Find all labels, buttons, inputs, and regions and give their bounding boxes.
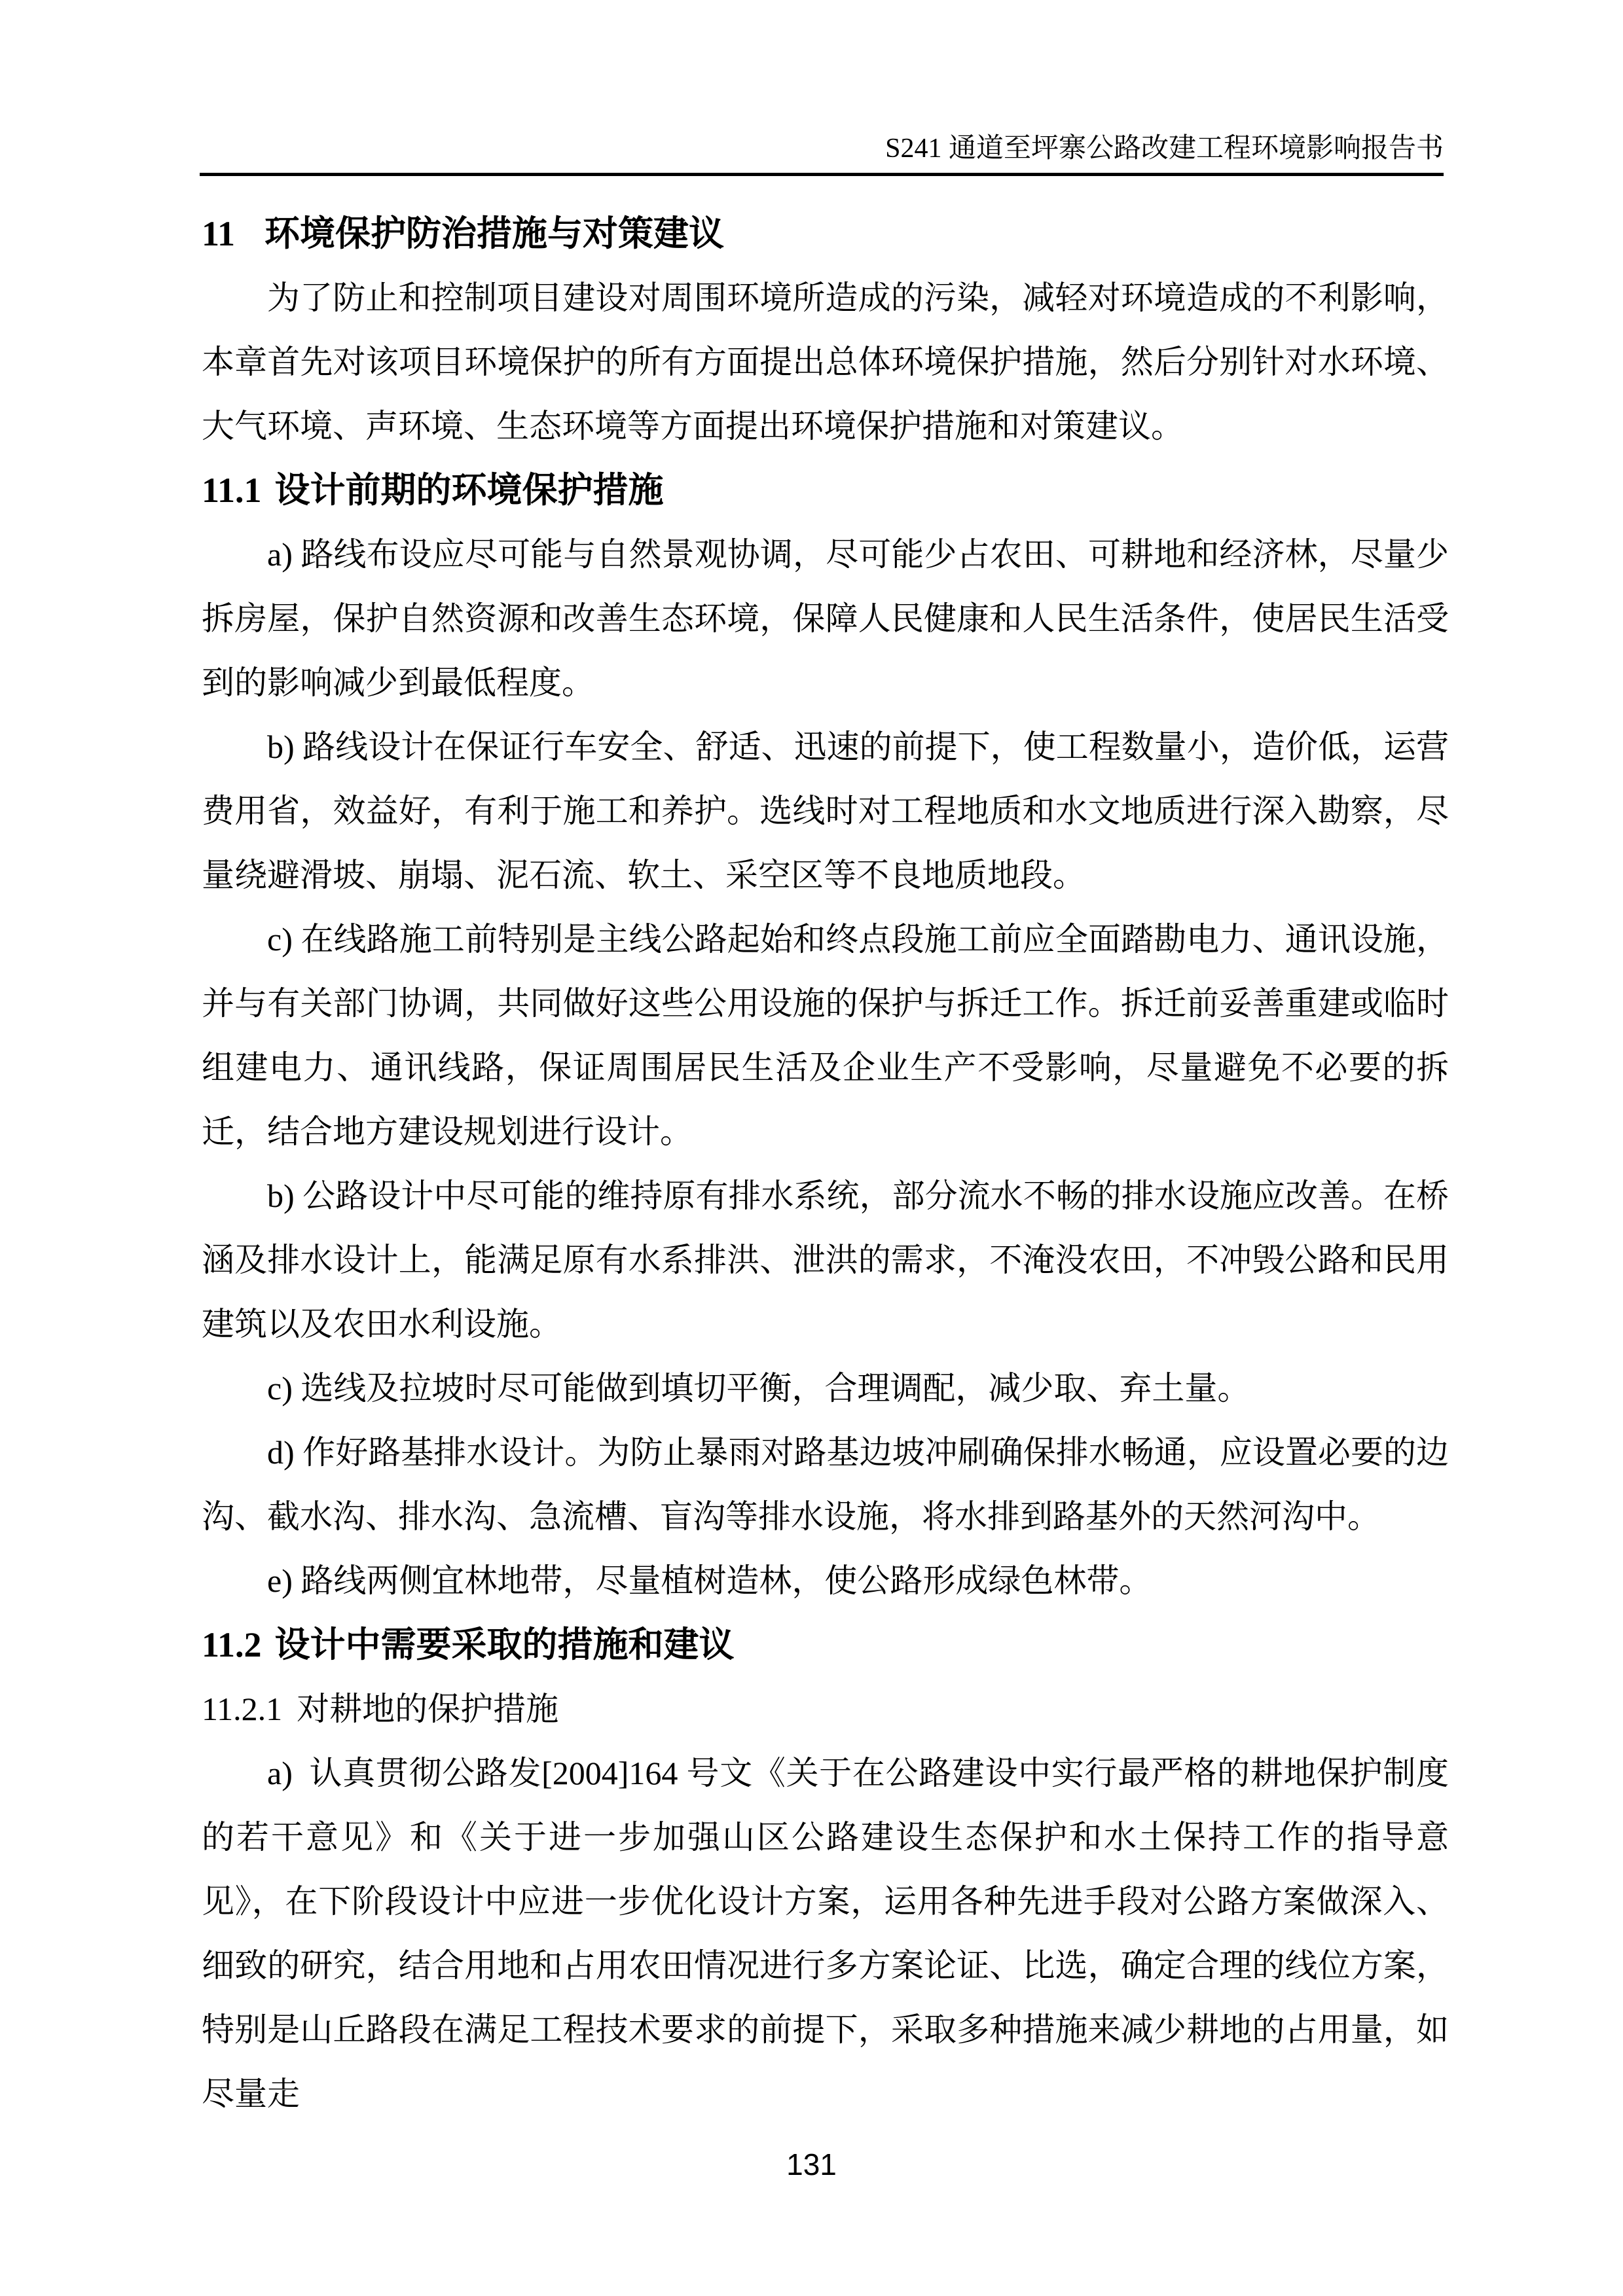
section-11-1-number: 11.1	[202, 471, 262, 510]
section-11-1-title: 设计前期的环境保护措施	[274, 471, 664, 510]
section-11-1-heading	[202, 458, 1449, 522]
chapter-intro-paragraph: 为了防止和控制项目建设对周围环境所造成的污染，减轻对环境造成的不利影响，本章首先对该项目环境保护的所有方面提出总体环境保护措施，然后分别针对水环境、大气环境、声环境、生态环境等方面提出环境保护措施和对策建议。	[202, 279, 1449, 444]
section-11-2-1-number: 11.2.1	[202, 1691, 283, 1727]
page-content	[202, 202, 1449, 2126]
page-footer	[0, 2148, 1623, 2181]
chapter-heading	[202, 202, 1449, 266]
section-11-2-1-title: 对耕地的保护措施	[297, 1691, 559, 1727]
section-11-2-number: 11.2	[202, 1625, 262, 1664]
chapter-number: 11	[202, 214, 236, 253]
list-item-c2: c) 选线及拉坡时尽可能做到填切平衡，合理调配，减少取、弃土量。	[267, 1370, 1250, 1407]
chapter-title: 环境保护防治措施与对策建议	[264, 214, 725, 253]
list-item-b: b) 路线设计在保证行车安全、舒适、迅速的前提下，使工程数量小，造价低，运营费用省，效益好，有利于施工和养护。选线时对工程地质和水文地质进行深入勘察，尽量绕避滑坡、崩塌、泥石流、软土、采空区等不良地质地段。	[202, 728, 1449, 893]
page-number: 131	[786, 2147, 837, 2181]
section-11-2-title: 设计中需要采取的措施和建议	[274, 1625, 735, 1664]
page-header	[200, 132, 1444, 176]
section-11-2-heading	[202, 1613, 1449, 1677]
list-item-a-farmland: a) 认真贯彻公路发[2004]164 号文《关于在公路建设中实行最严格的耕地保护制度的若干意见》和《关于进一步加强山区公路建设生态保护和水土保持工作的指导意见》，在下阶段设计中应进一步优化设计方案，运用各种先进手段对公路方案做深入、细致的研究，结合用地和占用农田情况进行多方案论证、比选，确定合理的线位方案，特别是山丘路段在满足工程技术要求的前提下，采取多种措施来减少耕地的占用量，如尽量走	[202, 1755, 1449, 2112]
report-title: S241 通道至坪寨公路改建工程环境影响报告书	[885, 134, 1444, 164]
list-item-d: d) 作好路基排水设计。为防止暴雨对路基边坡冲刷确保排水畅通，应设置必要的边沟、截水沟、排水沟、急流槽、盲沟等排水设施，将水排到路基外的天然河沟中。	[202, 1434, 1449, 1535]
section-11-2-1-heading	[202, 1677, 1449, 1741]
list-item-b2: b) 公路设计中尽可能的维持原有排水系统，部分流水不畅的排水设施应改善。在桥涵及排水设计上，能满足原有水系排洪、泄洪的需求，不淹没农田，不冲毁公路和民用建筑以及农田水利设施。	[202, 1177, 1449, 1342]
list-item-c: c) 在线路施工前特别是主线公路起始和终点段施工前应全面踏勘电力、通讯设施，并与有关部门协调，共同做好这些公用设施的保护与拆迁工作。拆迁前妥善重建或临时组建电力、通讯线路，保证周围居民生活及企业生产不受影响，尽量避免不必要的拆迁，结合地方建设规划进行设计。	[202, 921, 1449, 1150]
list-item-a: a) 路线布设应尽可能与自然景观协调，尽可能少占农田、可耕地和经济林，尽量少拆房屋，保护自然资源和改善生态环境，保障人民健康和人民生活条件，使居民生活受到的影响减少到最低程度。	[202, 536, 1449, 701]
list-item-e: e) 路线两侧宜林地带，尽量植树造林，使公路形成绿色林带。	[267, 1562, 1152, 1599]
